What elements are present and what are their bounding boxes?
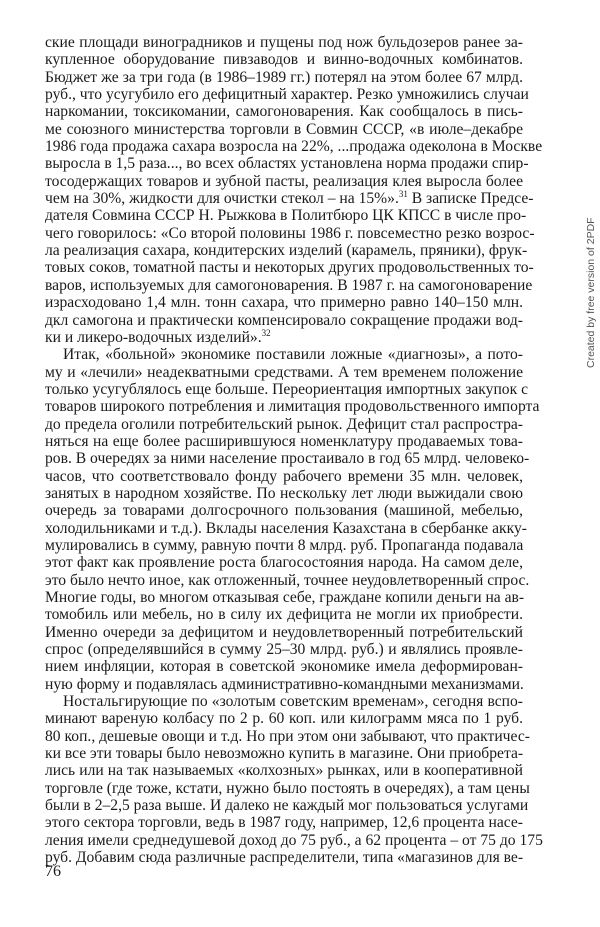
text-line: му и «лечили» неадекватными средствами. А тем временем положение	[45, 363, 523, 381]
text-line: томобиль или мебель, но в силу их дефицита не могли их приобрести.	[45, 606, 523, 624]
text-line: Ностальгирующие по «золотым советским временам», сегодня вспо-	[63, 693, 523, 711]
text-line: чем на 30%, жидкости для очистки стекол – на 15%».$^{31}$ В записке Предсе-	[45, 189, 534, 208]
footnote-ref: 32	[261, 327, 271, 338]
text-line: этого сектора торговли, ведь в 1987 году, например, 12,6 процента насе-	[45, 814, 523, 832]
text-line: холодильниками и т.д.). Вклады населения Казахстана в сбербанке акку-	[45, 519, 527, 537]
text-line: ки все эти товары было невозможно купить в магазине. Они приобрета-	[45, 745, 524, 763]
text-line: ские площади виноградников и пущены под нож бульдозеров ранее за-	[45, 34, 523, 51]
text-line: занятых в народном хозяйстве. По нескольку лет люди выжидали свою	[45, 484, 523, 502]
text-line: лись или на так называемых «колхозных» рынках, или в кооперативной	[45, 762, 523, 780]
text-line: ров. В очередях за ними население простаивало в год 65 млрд. человеко-	[45, 450, 530, 468]
text-line: тосодержащих товаров и зубной пасты, реализация клея выросла более	[45, 172, 523, 190]
text-line: мулировались в сумму, равную почти 8 млрд. руб. Пропаганда подавала	[45, 536, 524, 554]
text-line: ную форму и подавлялась административно-командными механизмами.	[45, 675, 524, 693]
text-line: спрос (определявшийся в сумму 25–30 млрд. руб.) и являлись проявле-	[45, 641, 523, 659]
paragraph	[45, 34, 543, 346]
text-line: 80 коп., дешевые овощи и т.д. Но при этом они забывают, что практичес-	[45, 727, 530, 745]
text-line: Именно очереди за дефицитом и неудовлетворенный потребительский	[45, 623, 523, 641]
text-line: руб., что усугубило его дефицитный характер. Резко умножились случаи	[45, 86, 529, 104]
text-line: руб. Добавим сюда различные распределители, типа «магазинов для ве-	[45, 849, 524, 867]
footnote-ref: 31	[398, 189, 408, 200]
text-line: Многие годы, во многом отказывая себе, граждане копили деньги на ав-	[45, 589, 525, 606]
text-line: только усугублялось еще больше. Переориентация импортных закупок с	[45, 380, 529, 398]
page-number: 76	[45, 863, 61, 880]
text-line: наркомании, токсикомании, самогоноварения. Как сообщалось в пись-	[45, 103, 523, 121]
text-line: няться на еще более расширившуюся номенклатуру продаваемых това-	[45, 432, 523, 450]
text-line: выросла в 1,5 раза..., во всех областях установлена норма продажи спир-	[45, 155, 529, 173]
text-line: 1986 года продажа сахара возросла на 22%, ...продажа одеколона в Москве	[45, 138, 543, 156]
text-line: варов, используемых для самогоноварения. В 1987 г. на самогоноварение	[45, 276, 533, 294]
text-line: Бюджет же за три года (в 1986–1989 гг.) потерял на этом более 67 млрд.	[45, 68, 523, 86]
text-line: торговле (где тоже, кстати, нужно было постоять в очередях), а там цены	[45, 779, 530, 797]
page-body	[45, 34, 543, 867]
text-line: товых соков, томатной пасты и некоторых других продовольственных то-	[45, 259, 534, 277]
text-line: дателя Совмина СССР Н. Рыжкова в Политбюро ЦК КПСС в числе про-	[45, 207, 527, 225]
text-line: ла реализация сахара, кондитерских изделий (карамель, пряники), фрук-	[45, 242, 528, 260]
watermark: Created by free version of 2PDF	[585, 217, 597, 368]
text-line: чего говорилось: «Со второй половины 1986 г. повсеместно резко возрос-	[45, 224, 535, 242]
paragraph	[45, 693, 543, 867]
text-line: минают вареную колбасу по 2 р. 60 коп. или килограмм мяса по 1 руб.	[45, 710, 523, 728]
text-line: часов, что соответствовало фонду рабочего времени 35 млн. человек,	[45, 467, 523, 485]
text-line: были в 2–2,5 раза выше. И далеко не каждый мог пользоваться услугами	[45, 797, 529, 815]
text-line: израсходовано 1,4 млн. тонн сахара, что примерно равно 140–150 млн.	[45, 294, 523, 312]
text-line: ки и ликеро-водочных изделий».$^{32}$	[45, 327, 271, 346]
text-line: ме союзного министерства торговли в Совмин СССР, «в июле–декабре	[45, 120, 523, 138]
text-line: дкл самогона и практически компенсировало сокращение продажи вод-	[45, 311, 523, 329]
text-line: Итак, «больной» экономике поставили ложные «диагнозы», а пото-	[63, 346, 523, 364]
text-line: это было нечто иное, как отложенный, точнее неудовлетворенный спрос.	[45, 571, 530, 589]
text-line: товаров широкого потребления и лимитация продовольственного импорта	[45, 398, 540, 416]
paragraph	[45, 346, 540, 693]
text-line: до предела оголили потребительский рынок. Дефицит стал распростра-	[45, 415, 523, 433]
text-line: очередь за товарами долгосрочного пользования (машиной, мебелью,	[45, 502, 523, 520]
text-line: купленное оборудование пивзаводов и винно-водочных комбинатов.	[45, 51, 523, 69]
text-line: нием инфляции, которая в советской экономике имела деформирован-	[45, 658, 523, 676]
text-line: этот факт как проявление роста благосостояния народа. На самом деле,	[45, 554, 523, 572]
text-line: ления имели среднедушевой доход до 75 руб., а 62 процента – от 75 до 175	[45, 831, 543, 849]
